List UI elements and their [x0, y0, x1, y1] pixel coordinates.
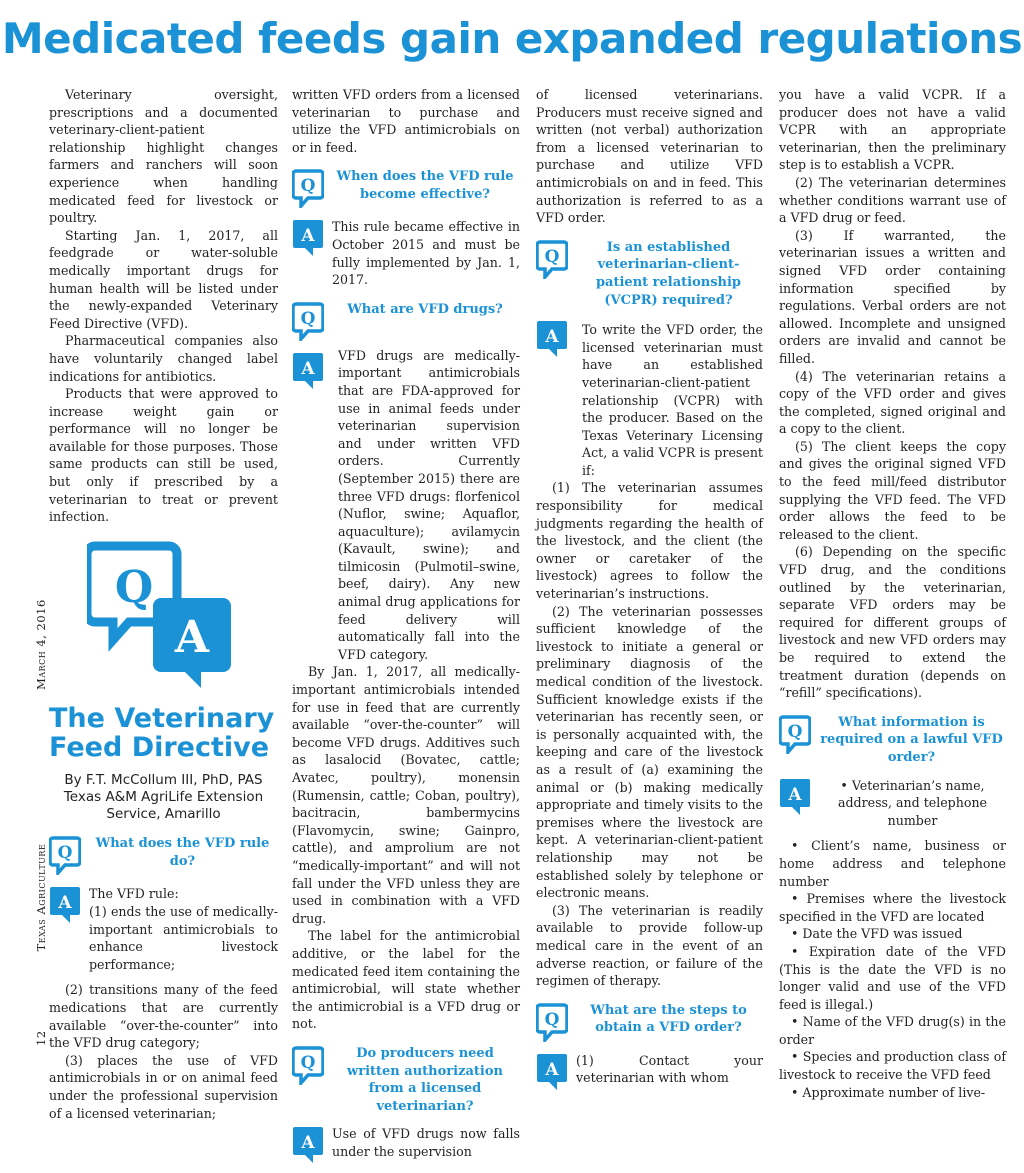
svg-text:A: A [301, 1133, 315, 1154]
answer-text-continued: you have a valid VCPR. If a producer does not have a valid VCPR with an appropriate veterinarian, then the preliminary step is to establish a VCPR. [779, 87, 1006, 173]
question-block [536, 1002, 763, 1042]
list-item: • Date the VFD was issued [791, 926, 963, 942]
column-4 [779, 86, 1006, 1101]
svg-text:Q: Q [57, 843, 73, 864]
answer-text: The VFD rule: [89, 886, 179, 902]
list-item: • Species and production class of livestock to receive the VFD feed [779, 1049, 1006, 1083]
svg-text:Q: Q [300, 308, 316, 329]
question-block [292, 1045, 520, 1115]
question-text: Do producers need written authorization from a licensed veterinarian? [347, 1045, 503, 1114]
answer-block [779, 777, 1006, 830]
answer-text: (6) Depending on the specific VFD drug, and the conditions outlined by the veterinarian, separate VFD orders may be required for different groups of livestock and new VFD orders may be required to extend the treatment duration (depends on “refill” specifications). [779, 544, 1006, 701]
answer-text: (2) transitions many of the feed medications that are currently available “over-the-counter” into the VFD drug category; [49, 982, 278, 1051]
a-badge-icon [536, 319, 568, 359]
answer-text: (3) places the use of VFD antimicrobials in or on animal feed under the professional supervision of a licensed veterinarian; [49, 1052, 278, 1121]
question-block [292, 168, 520, 208]
question-text: Is an established veterinarian-client-patient relationship (VCPR) required? [595, 239, 742, 308]
answer-text: This rule became effective in October 2015 and must be fully implemented by Jan. 1, 2017. [332, 219, 520, 288]
intro-paragraph: Pharmaceutical companies also have voluntarily changed label indications for antibiotics. [49, 333, 278, 384]
svg-text:A: A [545, 1059, 559, 1080]
author-name: By F.T. McCollum III, PhD, PAS [64, 772, 263, 789]
answer-text: By Jan. 1, 2017, all medically-important antimicrobials intended for use in feed that are currently available “over-the-counter” will become VFD drugs. Additives such as lasalocid (Bovatec, cattle; Avatec, poultry), monensin (Rumensin, cattle; Coban, poultry), bacitracin, bambermycins (Flavomycin, swine; Gainpro, cattle), and amprolium are not “medically-important” and will not fall under the VFD unless they are used in combination with a VFD drug. [292, 664, 520, 926]
intro-paragraph: Products that were approved to increase weight gain or performance will no longer be available for those purposes. Those same products can still be used, but only if prescribed by a veterinarian to treat or prevent infection. [49, 386, 278, 525]
q-badge-icon [49, 835, 81, 875]
question-block [292, 301, 520, 341]
answer-text-start: (1) Contact your veterinarian with whom [576, 1052, 763, 1086]
q-badge-icon [292, 301, 324, 341]
answer-text-continued: of licensed veterinarians. Producers must receive signed and written (not verbal) authorization from a licensed veterinarian to purchase and utilize VFD antimicrobials on and in feed. This authorization is referred to as a VFD order. [536, 87, 763, 226]
answer-text: (1) ends the use of medically-important antimicrobials to enhance livestock performance; [89, 904, 278, 972]
column-2 [292, 86, 520, 1173]
intro-paragraph: Veterinary oversight, prescriptions and a documented veterinary-client-patient relationship highlight changes farmers and ranchers will soon experience when handling medicated feed for livestock or poultry. [49, 87, 278, 226]
author-affiliation: Texas A&M AgriLife Extension Service, Amarillo [63, 789, 264, 823]
answer-text: To write the VFD order, the licensed veterinarian must have an established veterinarian-client-patient relationship (VCPR) with the producer. Based on the Texas Veterinary Licensing Act, a valid VCPR is present if: [582, 322, 763, 478]
svg-text:Q: Q [787, 721, 803, 742]
list-item: • Premises where the livestock specified in the VFD are located [779, 891, 1006, 924]
page-number: 12 [34, 1030, 48, 1046]
column-3 [536, 86, 763, 1100]
svg-text:A: A [545, 327, 559, 348]
a-badge-icon [292, 218, 324, 258]
answer-text: (3) If warranted, the veterinarian issues a written and signed VFD order containing information specified by regulations. Verbal orders are not allowed. Incomplete and unsigned orders are invalid and cannot be filled. [779, 227, 1006, 366]
question-block [779, 714, 1006, 767]
margin-label [34, 599, 48, 1046]
question-text: What are VFD drugs? [347, 301, 503, 317]
list-item: • Client’s name, business or home address and telephone number [779, 838, 1006, 889]
a-badge-icon [779, 777, 811, 817]
a-letter: A [174, 611, 210, 663]
answer-block [49, 885, 278, 973]
issue-date: March 4, 2016 [34, 599, 48, 690]
publication-name: Texas Agriculture [34, 843, 48, 952]
answer-text: (2) The veterinarian determines whether conditions warrant use of a VFD drug or feed. [779, 174, 1006, 226]
q-badge-icon [292, 1045, 324, 1085]
answer-text: (4) The veterinarian retains a copy of the VFD order and gives the completed, signed original and a copy to the client. [779, 368, 1006, 437]
q-badge-icon [536, 1002, 568, 1042]
svg-text:Q: Q [300, 176, 316, 197]
sidebar-title: The Veterinary Feed Directive [49, 703, 275, 764]
question-block [49, 835, 278, 875]
headline: Medicated feeds gain expanded regulations [1, 14, 1023, 63]
list-item: • Expiration date of the VFD (This is the date the VFD is no longer valid and use of the VFD feed is illegal.) [779, 943, 1006, 1012]
question-text: When does the VFD rule become effective? [336, 169, 514, 202]
answer-block [292, 218, 520, 288]
a-badge-icon [292, 1125, 324, 1165]
answer-text: VFD drugs are medically-important antimicrobials that are FDA-approved for use in animal feeds under veterinarian supervision and under written VFD orders. Currently (September 2015) there are three VFD drugs: florfenicol (Nuflor, swine; Aquaflor, aquaculture); avilamycin (Kavault, swine); and tilmicosin (Pulmotil–swine, beef, dairy). Any new animal drug applications for feed delivery will automatically fall into the VFD category. [338, 347, 520, 662]
answer-text-continued: written VFD orders from a licensed veterinarian to purchase and utilize the VFD antimicrobials on or in feed. [292, 87, 520, 155]
a-badge-icon [49, 885, 81, 925]
question-block [536, 239, 763, 309]
intro-paragraph: Starting Jan. 1, 2017, all feedgrade or water-soluble medically important drugs for human health will be listed under the newly-expanded Veterinary Feed Directive (VFD). [49, 227, 278, 331]
svg-text:A: A [301, 358, 315, 379]
svg-text:A: A [58, 893, 72, 914]
qa-graphic [87, 540, 278, 695]
svg-text:A: A [301, 226, 315, 247]
svg-text:Q: Q [300, 1052, 316, 1073]
answer-text: • Veterinarian’s name, address, and telephone number [837, 777, 988, 828]
svg-text:Q: Q [544, 1009, 560, 1030]
answer-text: (1) The veterinarian assumes responsibility for medical judgments regarding the health of the livestock, and the client (the owner or caretaker of the livestock) agrees to follow the veterinarian’s instructions. [536, 480, 763, 602]
question-text: What are the steps to obtain a VFD order? [590, 1002, 747, 1036]
q-badge-icon [536, 239, 568, 279]
answer-block [536, 1052, 763, 1092]
question-text: What information is required on a lawful VFD order? [820, 714, 1003, 765]
author-byline [49, 772, 278, 823]
question-text: What does the VFD rule do? [95, 836, 270, 870]
answer-block [292, 1125, 520, 1165]
q-letter: Q [114, 561, 154, 613]
svg-text:Q: Q [544, 246, 560, 267]
qa-speech-bubbles-icon [87, 540, 237, 690]
column-1 [49, 86, 278, 1122]
list-item: • Name of the VFD drug(s) in the order [779, 1014, 1006, 1047]
q-badge-icon [292, 168, 324, 208]
answer-text: (5) The client keeps the copy and gives the original signed VFD to the feed mill/feed distributor supplying the VFD feed. The VFD order allows the feed to be released to the client. [779, 438, 1006, 542]
answer-text-start: Use of VFD drugs now falls under the supervision [332, 1126, 520, 1159]
answer-text: (3) The veterinarian is readily available to provide follow-up medical care in the event of an adverse reaction, or failure of the regimen of therapy. [536, 902, 763, 989]
a-badge-icon [536, 1052, 568, 1092]
answer-text: The label for the antimicrobial additive, or the label for the medicated feed item containing the antimicrobial, will state whether the antimicrobial is a VFD drug or not. [292, 928, 520, 1032]
svg-text:A: A [788, 784, 802, 805]
a-badge-icon [292, 351, 324, 391]
answer-text: (2) The veterinarian possesses sufficient knowledge of the livestock to initiate a general or preliminary diagnosis of the medical condition of the livestock. Sufficient knowledge exists if the veterinarian has recently seen, or is personally acquainted with, the keeping and care of the livestock as a result of (a) examining the animal or (b) making medically appropriate and timely visits to the premises where the livestock are kept. A veterinarian-client-patient relationship may not be established solely by telephone or electronic means. [536, 603, 763, 901]
list-item: • Approximate number of live- [791, 1084, 986, 1100]
q-badge-icon [779, 714, 811, 754]
